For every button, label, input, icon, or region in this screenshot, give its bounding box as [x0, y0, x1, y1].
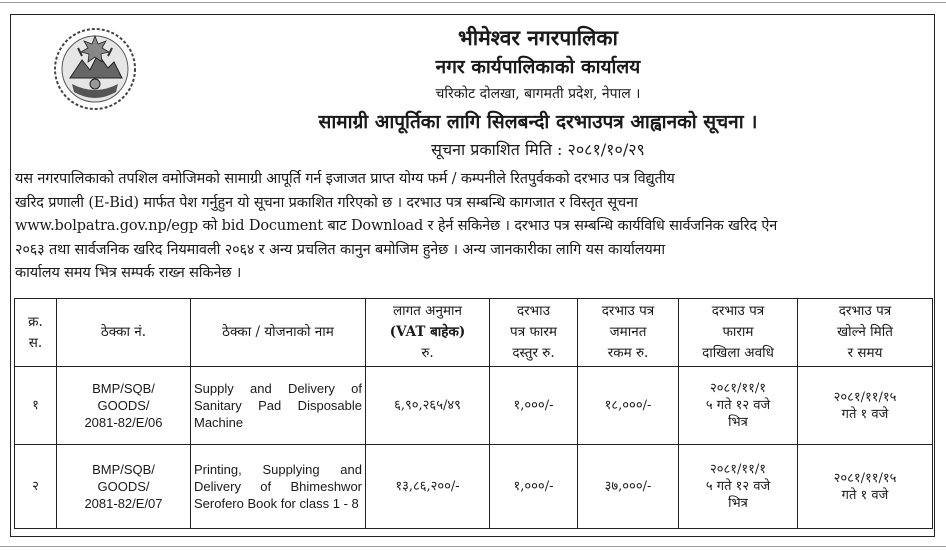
row-deadline	[679, 445, 798, 529]
deadline-part: २०८१/११/१	[709, 381, 767, 396]
header-name: ठेक्का / योजनाको नाम	[191, 299, 366, 367]
deadline-part: ५ गते १२ वजे	[705, 398, 771, 413]
deadline-part: भित्र	[728, 415, 748, 430]
body-line: २०६३ तथा सार्वजनिक खरिद नियमावली २०६४ र अन्य प्रचलित कानुन बमोजिम हुनेछ । अन्य जानकारीका लागि यस कार्यालयमा	[15, 241, 665, 258]
header-text: (VAT बाहेक)	[389, 324, 466, 340]
publish-date: सूचना प्रकाशित मिति : २०८१/१०/२९	[431, 140, 645, 159]
header-text: पत्र फारम	[510, 324, 557, 340]
header-text: जमानत	[609, 324, 647, 340]
contract-no-part: BMP/SQB/	[92, 381, 155, 396]
row-sn: १	[15, 367, 57, 445]
header-estimate	[366, 299, 490, 367]
notice-header	[150, 22, 926, 163]
body-line: कार्यालय समय भित्र सम्पर्क राख्न सकिनेछ ।	[15, 265, 242, 281]
contract-no-part: GOODS/	[97, 479, 150, 494]
row-opening	[798, 445, 933, 529]
header-text: दाखिला अवधि	[702, 345, 774, 361]
header-text: फाराम	[722, 324, 754, 340]
header-contract-no: ठेक्का नं.	[57, 299, 191, 367]
header-text: रकम रु.	[607, 345, 649, 361]
office-address: चरिकोट दोलखा, बागमती प्रदेश, नेपाल ।	[435, 86, 641, 102]
notice-body	[15, 168, 933, 286]
contract-no-part: 2081-82/E/07	[84, 496, 163, 511]
header-sn	[15, 299, 57, 367]
row-contract-no	[57, 445, 191, 529]
page-edge-top	[0, 2, 946, 3]
body-line: www.bolpatra.gov.np/egp को bid Document बाट Download र हेर्न सकिनेछ । दरभाउ पत्र सम्बन्धि कार्यविधि सार्वजनिक खरिद ऐन	[15, 218, 778, 234]
deadline-part: भित्र	[728, 496, 748, 511]
row-name: Supply and Delivery of Sanitary Pad Disposable Machine	[191, 367, 366, 445]
row-form-fee: १,०००/-	[490, 445, 578, 529]
table-header-row	[15, 299, 933, 367]
contract-no-part: GOODS/	[97, 398, 150, 413]
page-edge-bottom	[0, 546, 946, 547]
body-line: खरिद प्रणाली (E-Bid) मार्फत पेश गर्नुहुन यो सूचना प्रकाशित गरिएको छ । दरभाउ पत्र सम्बन्धि कागजात र विस्तृत सूचना	[15, 194, 638, 211]
contract-no-part: BMP/SQB/	[92, 462, 155, 477]
body-line: यस नगरपालिकाको तपशिल वमोजिमको सामाग्री आपूर्ति गर्न इजाजत प्राप्त योग्य फर्म / कम्पनीले रितपुर्वकको दरभाउ पत्र विद्युतीय	[15, 171, 675, 187]
header-text: दरभाउ पत्र	[838, 303, 892, 319]
row-deadline	[679, 367, 798, 445]
table-row	[15, 367, 933, 445]
row-sn: २	[15, 445, 57, 529]
office-name: नगर कार्यपालिकाको कार्यालय	[435, 56, 641, 78]
row-estimate: ६,९०,२६५/४९	[366, 367, 490, 445]
row-opening	[798, 367, 933, 445]
row-name: Printing, Supplying and Delivery of Bhimeshwor Serofero Book for class 1 - 8	[191, 445, 366, 529]
header-opening	[798, 299, 933, 367]
tender-table	[14, 298, 933, 529]
table-row	[15, 445, 933, 529]
header-text: र समय	[847, 345, 883, 361]
header-text: दरभाउ पत्र	[711, 303, 765, 319]
header-text: स.	[28, 334, 43, 351]
header-form-fee	[490, 299, 578, 367]
opening-part: गते १ वजे	[841, 406, 889, 422]
header-text: दरभाउ पत्र	[601, 303, 655, 319]
header-text: रु.	[421, 345, 434, 361]
opening-part: २०८१/११/१५	[833, 389, 897, 405]
row-contract-no	[57, 367, 191, 445]
notice-title: सामाग्री आपूर्तिका लागि सिलबन्दी दरभाउपत्र आह्वानको सूचना ।	[318, 111, 758, 133]
header-security	[578, 299, 679, 367]
row-security: ३७,०००/-	[578, 445, 679, 529]
nepal-emblem-icon	[52, 26, 138, 112]
header-text: क्र.	[28, 313, 43, 330]
deadline-part: ५ गते १२ वजे	[705, 479, 771, 494]
header-text: लागत अनुमान	[392, 303, 463, 319]
deadline-part: २०८१/११/१	[709, 462, 767, 477]
contract-no-part: 2081-82/E/06	[84, 415, 163, 430]
municipality-name: भीमेश्वर नगरपालिका	[458, 25, 618, 50]
row-estimate: १३,८६,२००/-	[366, 445, 490, 529]
header-text: दरभाउ	[516, 303, 551, 319]
opening-part: २०८१/११/१५	[833, 470, 897, 486]
row-form-fee: १,०००/-	[490, 367, 578, 445]
header-deadline	[679, 299, 798, 367]
header-text: दस्तुर रु.	[512, 345, 555, 361]
row-security: १८,०००/-	[578, 367, 679, 445]
opening-part: गते १ वजे	[841, 487, 889, 503]
header-text: खोल्ने मिति	[837, 324, 893, 340]
